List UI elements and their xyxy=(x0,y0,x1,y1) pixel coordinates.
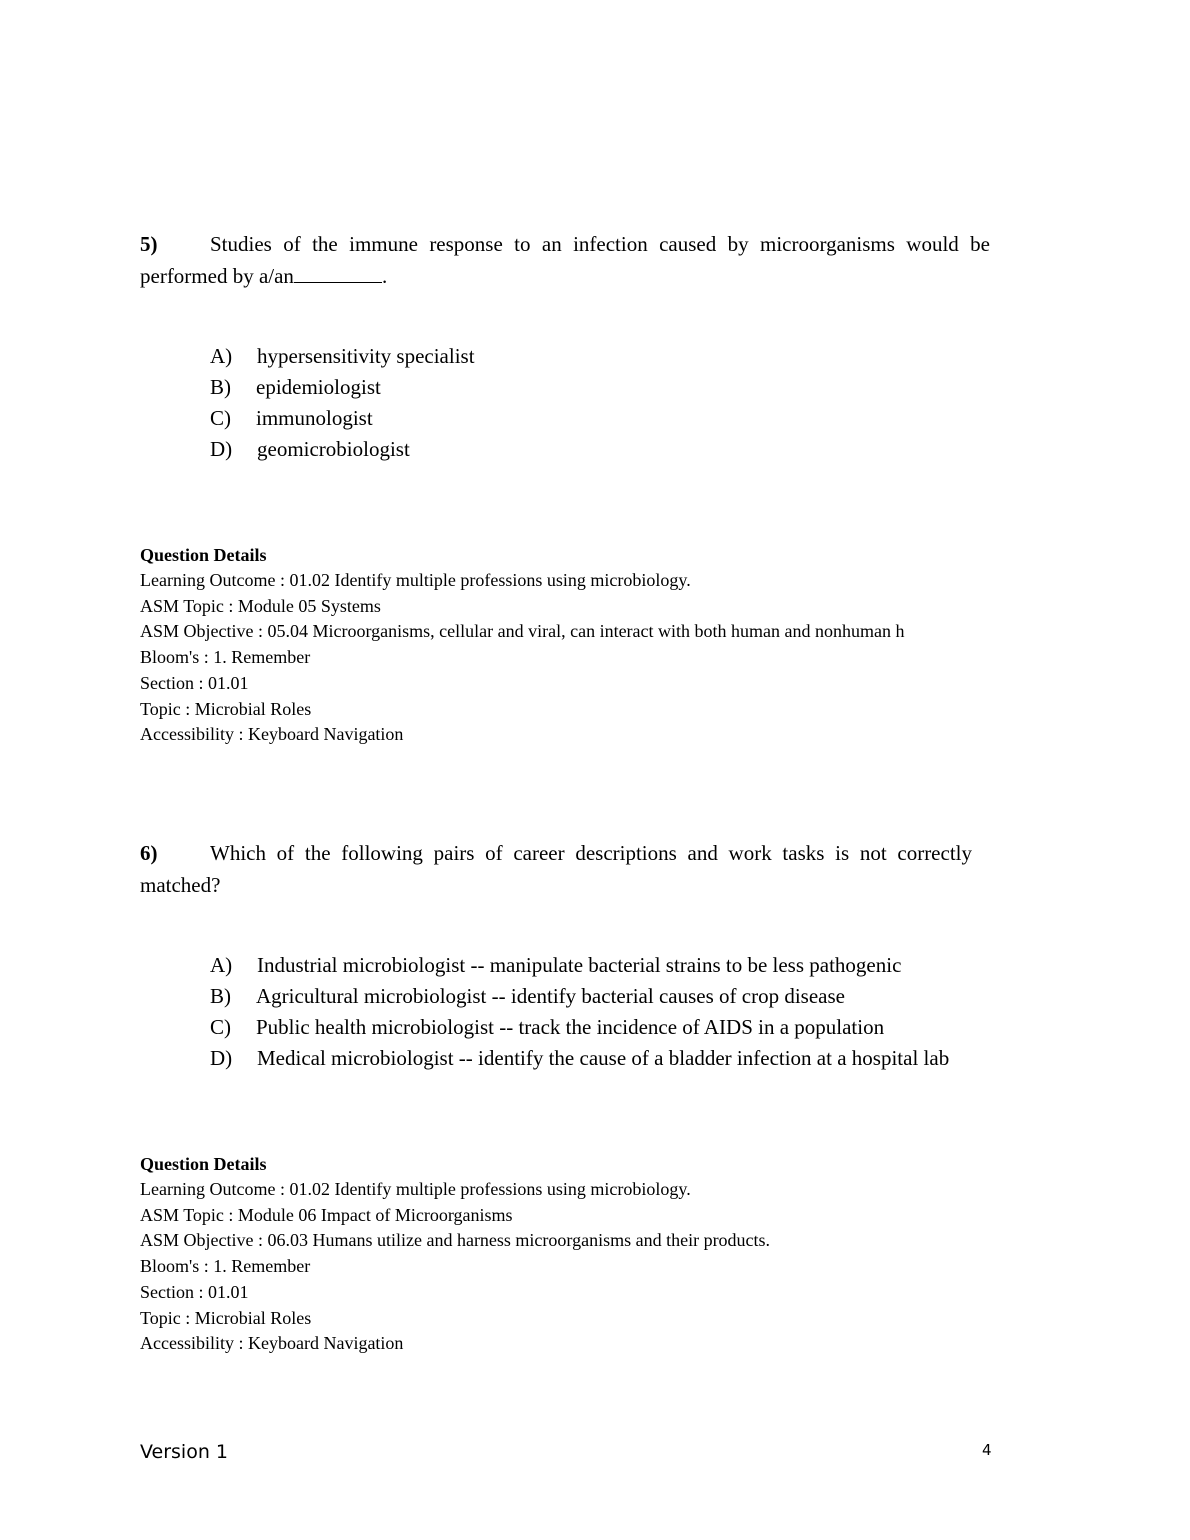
option-a xyxy=(210,341,475,372)
question-5-text-end: . xyxy=(381,264,388,288)
option-text: geomicrobiologist xyxy=(257,437,410,461)
option-text: immunologist xyxy=(256,406,373,430)
option-text: Agricultural microbiologist -- identify bacterial causes of crop disease xyxy=(256,984,845,1008)
question-6-stem xyxy=(140,837,972,901)
details-title: Question Details xyxy=(140,1154,267,1174)
option-c xyxy=(210,403,475,434)
question-5-stem xyxy=(140,228,990,292)
option-letter: A) xyxy=(210,953,233,977)
option-a xyxy=(210,950,949,981)
option-d xyxy=(210,1043,949,1074)
option-letter: B) xyxy=(210,375,231,399)
option-letter: A) xyxy=(210,344,233,368)
option-letter: D) xyxy=(210,437,233,461)
asm-objective: ASM Objective : 06.03 Humans utilize and harness microorganisms and their products. xyxy=(140,1230,771,1251)
option-d xyxy=(210,434,475,465)
option-text: Medical microbiologist -- identify the cause of a bladder infection at a hospital lab xyxy=(257,1046,950,1070)
details-title: Question Details xyxy=(140,545,267,565)
option-b xyxy=(210,981,949,1012)
learning-outcome: Learning Outcome : 01.02 Identify multiple professions using microbiology. xyxy=(140,1179,691,1199)
question-6-options xyxy=(210,950,949,1074)
footer-version: Version 1 xyxy=(140,1441,228,1463)
option-letter: C) xyxy=(210,406,231,430)
topic: Topic : Microbial Roles xyxy=(140,1307,312,1328)
asm-topic: ASM Topic : Module 06 Impact of Microorganisms xyxy=(140,1204,513,1225)
question-5-details xyxy=(140,542,1040,748)
question-5-options xyxy=(210,341,475,465)
question-6 xyxy=(140,837,972,901)
question-5-number: 5) xyxy=(140,232,158,256)
blooms: Bloom's : 1. Remember xyxy=(140,647,311,668)
question-5-text: Studies of the immune response to an infection caused by microorganisms would be performed by a/an xyxy=(140,232,990,288)
asm-topic: ASM Topic : Module 05 Systems xyxy=(140,595,381,616)
option-letter: D) xyxy=(210,1046,233,1070)
question-6-number: 6) xyxy=(140,841,158,865)
section: Section : 01.01 xyxy=(140,1281,249,1302)
learning-outcome: Learning Outcome : 01.02 Identify multiple professions using microbiology. xyxy=(140,570,691,590)
question-6-text: Which of the following pairs of career descriptions and work tasks is not correctly matched? xyxy=(140,841,972,897)
topic: Topic : Microbial Roles xyxy=(140,698,312,719)
option-c xyxy=(210,1012,949,1043)
question-6-details xyxy=(140,1151,1040,1357)
option-letter: C) xyxy=(210,1015,231,1039)
question-5 xyxy=(140,228,990,292)
asm-objective: ASM Objective : 05.04 Microorganisms, cellular and viral, can interact with both human and nonhuman h xyxy=(140,621,905,642)
option-text: Industrial microbiologist -- manipulate bacterial strains to be less pathogenic xyxy=(257,953,902,977)
option-text: hypersensitivity specialist xyxy=(257,344,475,368)
accessibility: Accessibility : Keyboard Navigation xyxy=(140,1333,404,1354)
option-b xyxy=(210,372,475,403)
accessibility: Accessibility : Keyboard Navigation xyxy=(140,724,404,745)
option-text: epidemiologist xyxy=(256,375,381,399)
section: Section : 01.01 xyxy=(140,672,249,693)
option-text: Public health microbiologist -- track the incidence of AIDS in a population xyxy=(256,1015,885,1039)
option-letter: B) xyxy=(210,984,231,1008)
answer-blank xyxy=(294,262,382,283)
blooms: Bloom's : 1. Remember xyxy=(140,1256,311,1277)
footer-page-number: 4 xyxy=(982,1441,992,1459)
